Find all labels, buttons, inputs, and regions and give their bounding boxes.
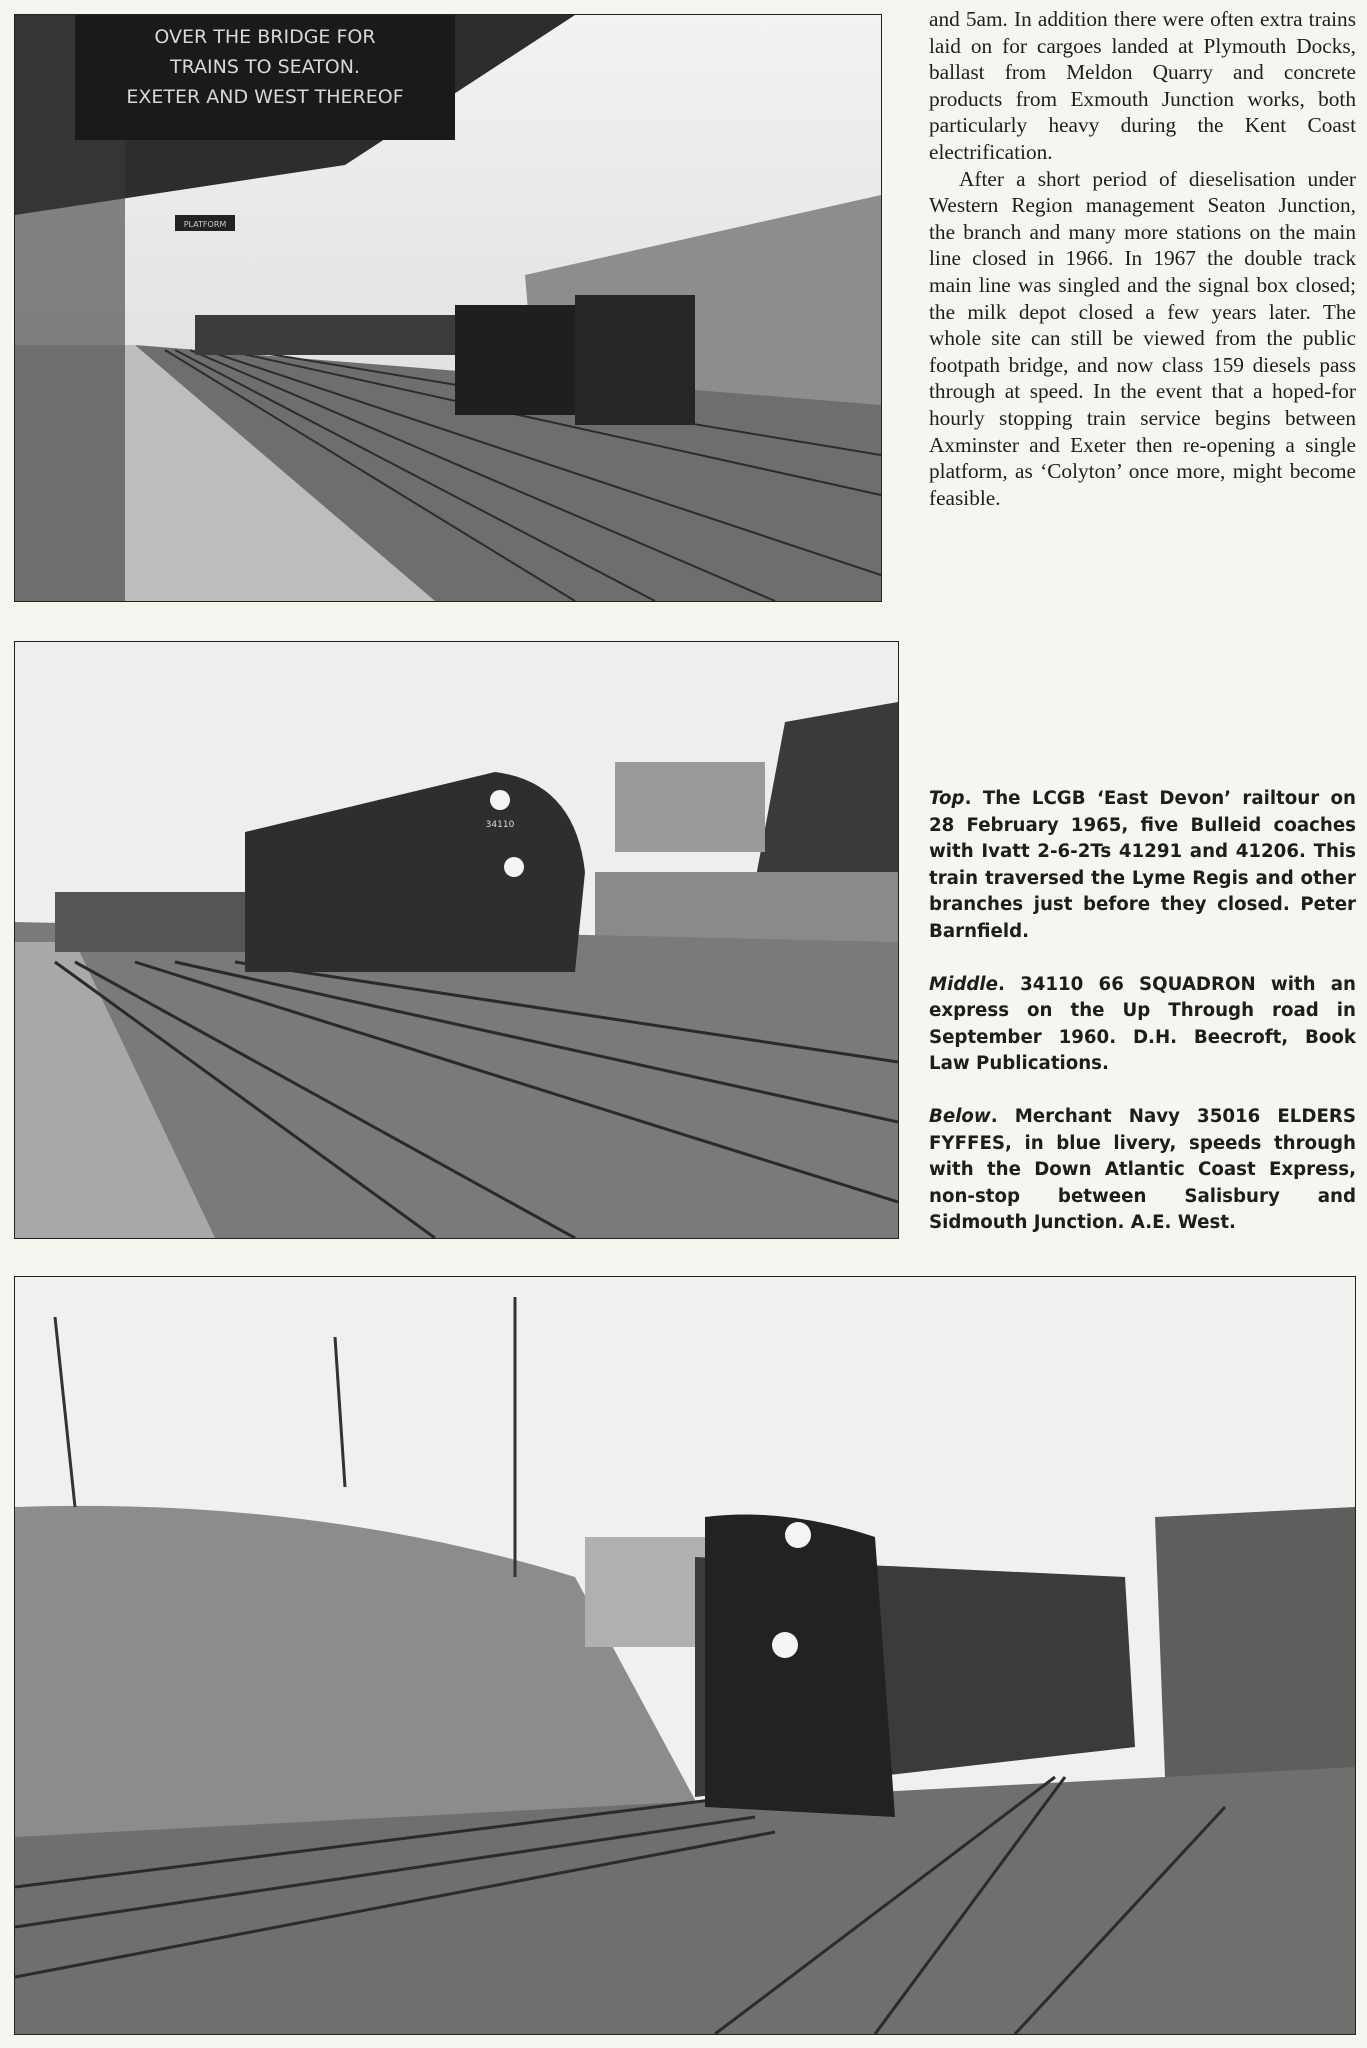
sign-line-1: OVER THE BRIDGE FOR [154,26,376,48]
caption-text: . 34110 66 SQUADRON with an express on the Up Through road in September 1960. D.H. Beecroft, Book Law Publications. [929,973,1356,1075]
photo-middle-squadron [14,641,899,1239]
photo-below-elders-fyffes [14,1276,1356,2035]
caption-text: . Merchant Navy 35016 ELDERS FYFFES, in blue livery, speeds through with the Down Atlantic Coast Express, non-stop between Salisbury and Sidmouth Junction. A.E. West. [929,1105,1356,1234]
caption-label: Top [929,788,965,809]
platform-sign: PLATFORM [183,220,227,229]
loco-number: 34110 [485,820,515,830]
caption-top [929,786,1356,946]
paragraph: and 5am. In addition there were often extra trains laid on for cargoes landed at Plymouth Docks, ballast from Meldon Quarry and concrete products from Exmouth Junction works, both particularly heavy during the Kent Coast electrification. [929,7,1356,164]
body-text [929,6,1356,511]
caption-text: . The LCGB ‘East Devon’ railtour on 28 February 1965, five Bulleid coaches with Ivatt 2-6-2Ts 41291 and 41206. This train traversed the Lyme Regis and other branches just before they closed. Peter Barnfield. [929,788,1356,942]
photo-top-railtour [14,14,882,602]
sign-line-3: EXETER AND WEST THEREOF [126,86,404,108]
captions [929,786,1356,1263]
caption-middle [929,972,1356,1078]
caption-label: Below [929,1105,991,1127]
caption-label: Middle [929,973,998,995]
paragraph: After a short period of dieselisation under Western Region management Seaton Junction, the branch and many more stations on the main line closed in 1966. In 1967 the double track main line was singled and the signal box closed; the milk depot closed a few years later. The whole site can still be viewed from the public footpath bridge, and now class 159 diesels pass through at speed. In the event that a hoped-for hourly stopping train service begins between Axminster and Exeter then re-opening a single platform, as ‘Colyton’ once more, might become feasible. [929,166,1356,510]
caption-below [929,1104,1356,1237]
sign-line-2: TRAINS TO SEATON. [170,56,360,78]
